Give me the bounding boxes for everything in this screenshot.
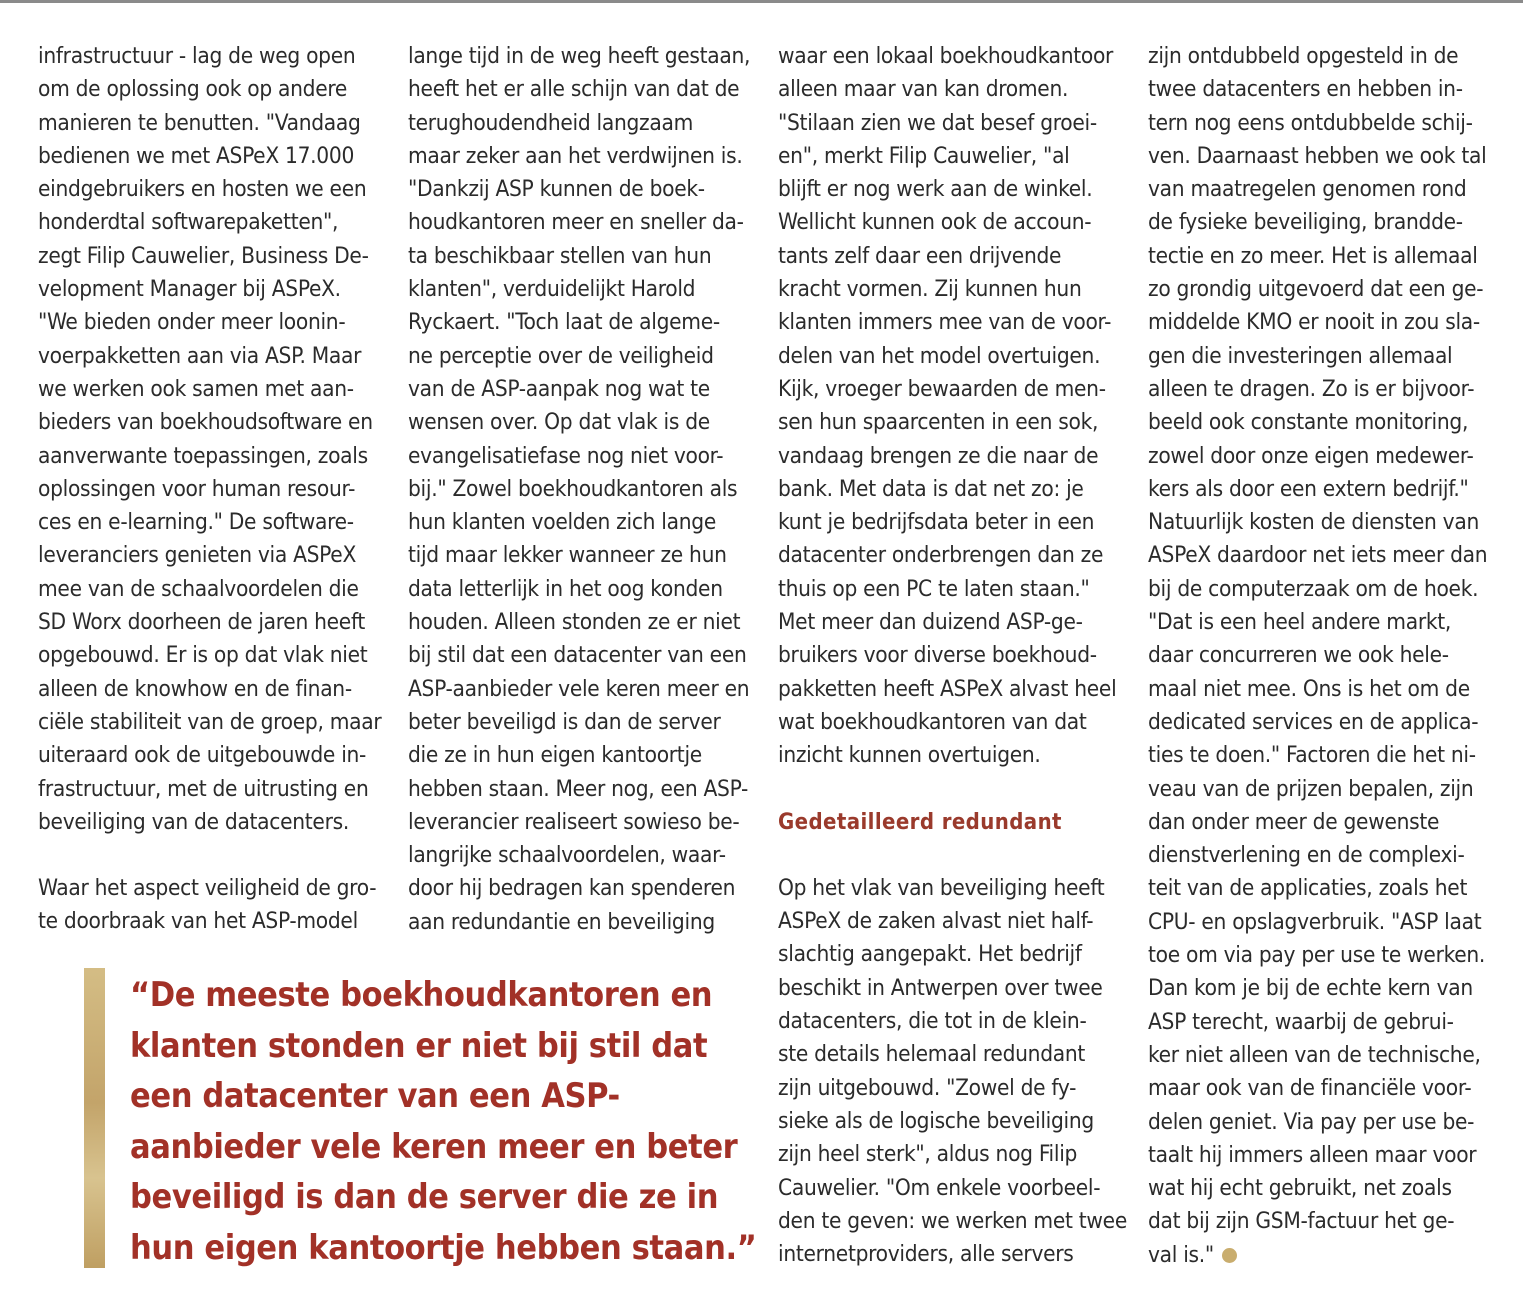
text-line: Wellicht kunnen ook de accoun- (778, 209, 1092, 236)
text-line: beeld ook constante monitoring, (1148, 409, 1469, 436)
text-line: delen van het model overtuigen. (778, 342, 1101, 369)
pullquote (130, 970, 757, 1273)
article-column-3 (778, 40, 1127, 1271)
text-line: ven. Daarnaast hebben we ook tal (1148, 142, 1487, 169)
text-line: beveiligd is dan de server die ze in (130, 1177, 719, 1217)
text-line: infrastructuur - lag de weg open (38, 43, 356, 69)
text-line: zijn heel sterk", aldus nog Filip (778, 1141, 1078, 1168)
text-line: zijn ontdubbeld opgesteld in de (1148, 43, 1459, 69)
text-line: Ryckaert. "Toch laat de algeme- (408, 309, 720, 336)
text-line: beter beveiligd is dan de server (408, 708, 721, 735)
text-line: honderdtal softwarepaketten", (38, 209, 339, 236)
text-line: sen hun spaarcenten in een sok, (778, 409, 1099, 436)
text-line: tijd maar lekker wanneer ze hun (408, 542, 727, 569)
text-line: klanten immers mee van de voor- (778, 309, 1112, 336)
text-line: Met meer dan duizend ASP-ge- (778, 609, 1083, 636)
text-line: aan redundantie en beveiliging (408, 908, 715, 935)
text-line: toe om via pay per use te werken. (1148, 942, 1486, 969)
text-line: leverancier realiseert sowieso be- (408, 808, 740, 835)
text-line: Cauwelier. "Om enkele voorbeel- (778, 1174, 1101, 1201)
text-line: SD Worx doorheen de jaren heeft (38, 609, 366, 636)
text-line: datacenters, die tot in de klein- (778, 1008, 1087, 1035)
text-line: data letterlijk in het oog konden (408, 575, 723, 602)
text-line: mee van de schaalvoordelen die (38, 575, 359, 602)
text-line: en", merkt Filip Cauwelier, "al (778, 142, 1070, 169)
text-line: Dan kom je bij de echte kern van (1148, 975, 1473, 1002)
text-line: beveiliging van de datacenters. (38, 808, 349, 835)
text-line: door hij bedragen kan spenderen (408, 875, 736, 902)
text-line: “De meeste boekhoudkantoren en (130, 975, 713, 1015)
text-line: bij de computerzaak om de hoek. (1148, 575, 1479, 602)
text-line: lange tijd in de weg heeft gestaan, (408, 43, 751, 69)
text-line: wat boekhoudkantoren van dat (778, 708, 1087, 735)
text-line: middelde KMO er nooit in zou sla- (1148, 309, 1480, 336)
text-line: klanten", verduidelijkt Harold (408, 276, 696, 303)
text-line: bij stil dat een datacenter van een (408, 642, 747, 669)
text-line: slachtig aangepakt. Het bedrijf (778, 941, 1082, 968)
text-line: veau van de prijzen bepalen, zijn (1148, 775, 1474, 802)
text-line: bieders van boekhoudsoftware en (38, 409, 373, 436)
text-line: ta beschikbaar stellen van hun (408, 242, 712, 269)
text-line: alleen te dragen. Zo is er bijvoor- (1148, 375, 1475, 402)
text-line: tectie en zo meer. Het is allemaal (1148, 242, 1478, 269)
text-line: ASPeX daardoor net iets meer dan (1148, 542, 1488, 569)
text-line: van maatregelen genomen rond (1148, 176, 1467, 203)
text-line: den te geven: we werken met twee (778, 1207, 1127, 1234)
text-line: waar een lokaal boekhoudkantoor (778, 43, 1114, 69)
article-column-2 (408, 40, 751, 939)
article-column-1 (38, 40, 382, 939)
text-line: tants zelf daar een drijvende (778, 242, 1062, 269)
text-line: twee datacenters en hebben in- (1148, 76, 1463, 103)
text-line: sieke als de logische beveiliging (778, 1107, 1094, 1134)
text-line: zijn uitgebouwd. "Zowel de fy- (778, 1074, 1077, 1101)
text-line: die ze in hun eigen kantoortje (408, 742, 702, 769)
article-column-4 (1148, 40, 1493, 1272)
text-line: hun eigen kantoortje hebben staan.” (130, 1227, 757, 1268)
text-line: vandaag brengen ze die naar de (778, 442, 1099, 469)
text-line: we werken ook samen met aan- (38, 375, 354, 402)
text-line: datacenter onderbrengen dan ze (778, 542, 1104, 569)
text-line: kracht vormen. Zij kunnen hun (778, 276, 1082, 303)
text-line: "Dat is een heel andere markt, (1148, 609, 1452, 636)
text-line: zegt Filip Cauwelier, Business De- (38, 242, 369, 269)
end-mark-icon (1222, 1248, 1237, 1263)
text-line: aanbieder vele keren meer en beter (130, 1126, 738, 1167)
text-line: opgebouwd. Er is op dat vlak niet (38, 642, 368, 669)
text-line: dedicated services en de applica- (1148, 708, 1479, 735)
text-line: pakketten heeft ASPeX alvast heel (778, 675, 1117, 702)
text-line: de fysieke beveiliging, brandde- (1148, 209, 1463, 236)
text-line: delen geniet. Via pay per use be- (1148, 1108, 1475, 1135)
text-line: voerpakketten aan via ASP. Maar (38, 342, 362, 369)
text-line: te doorbraak van het ASP-model (38, 908, 358, 935)
text-line: bij." Zowel boekhoudkantoren als (408, 475, 738, 502)
text-line: aanverwante toepassingen, zoals (38, 442, 368, 469)
text-line: dienstverlening en de complexi- (1148, 842, 1465, 869)
text-line: zowel door onze eigen medewer- (1148, 442, 1474, 469)
text-line: Natuurlijk kosten de diensten van (1148, 509, 1479, 536)
text-line: oplossingen voor human resour- (38, 475, 356, 502)
text-line: hun klanten voelden zich lange (408, 509, 716, 536)
text-line: ces en e-learning." De software- (38, 509, 354, 536)
text-line: beschikt in Antwerpen over twee (778, 974, 1103, 1001)
text-line: dat bij zijn GSM-factuur het ge- (1148, 1208, 1455, 1235)
text-line: taalt hij immers alleen maar voor (1148, 1141, 1477, 1168)
text-line: langrijke schaalvoordelen, waar- (408, 842, 726, 869)
text-line: daar concurreren we ook hele- (1148, 642, 1449, 669)
text-line: maal niet mee. Ons is het om de (1148, 675, 1470, 702)
text-line: Op het vlak van beveiliging heeft (778, 874, 1105, 901)
text-line: ciële stabiliteit van de groep, maar (38, 708, 382, 735)
text-line: frastructuur, met de uitrusting en (38, 775, 369, 802)
text-line: "Stilaan zien we dat besef groei- (778, 109, 1097, 136)
text-line: thuis op een PC te laten staan." (778, 575, 1090, 602)
text-line: velopment Manager bij ASPeX. (38, 276, 341, 303)
text-line: bruikers voor diverse boekhoud- (778, 642, 1097, 669)
text-line: klanten stonden er niet bij stil dat (130, 1025, 708, 1066)
text-line: van de ASP-aanpak nog wat te (408, 375, 710, 402)
text-line: teit van de applicaties, zoals het (1148, 875, 1468, 902)
text-line: uiteraard ook de uitgebouwde in- (38, 742, 367, 769)
text-line: kunt je bedrijfsdata beter in een (778, 509, 1095, 536)
top-rule (0, 0, 1523, 3)
text-line: heeft het er alle schijn van dat de (408, 76, 740, 103)
text-line: val is." (1148, 1239, 1493, 1272)
text-line: bank. Met data is dat net zo: je (778, 475, 1084, 502)
text-line: kers als door een extern bedrijf." (1148, 475, 1469, 502)
text-line: ties te doen." Factoren die het ni- (1148, 742, 1476, 769)
text-line: alleen de knowhow en de finan- (38, 675, 352, 702)
text-line: ne perceptie over de veiligheid (408, 342, 714, 369)
text-line: terughoudendheid langzaam (408, 109, 694, 136)
text-line: wensen over. Op dat vlak is de (408, 409, 710, 436)
text-line: ASP terecht, waarbij de gebrui- (1148, 1008, 1454, 1035)
text-line: evangelisatiefase nog niet voor- (408, 442, 724, 469)
pullquote-bar (84, 968, 105, 1268)
text-line: zo grondig uitgevoerd dat een ge- (1148, 276, 1484, 303)
text-line: ste details helemaal redundant (778, 1041, 1086, 1068)
text-line: maar zeker aan het verdwijnen is. (408, 142, 743, 169)
text-line: ASP-aanbieder vele keren meer en (408, 675, 750, 702)
text-line: eindgebruikers en hosten we een (38, 176, 367, 203)
text-line: tern nog eens ontdubbelde schij- (1148, 109, 1473, 136)
text-line: Kijk, vroeger bewaarden de men- (778, 375, 1106, 402)
section-subheading: Gedetailleerd redundant (778, 809, 1062, 835)
text-line: internetproviders, alle servers (778, 1241, 1074, 1268)
text-line: Waar het aspect veiligheid de gro- (38, 875, 377, 902)
text-line: dan onder meer de gewenste (1148, 808, 1440, 835)
text-line: houden. Alleen stonden ze er niet (408, 609, 741, 636)
text-line: om de oplossing ook op andere (38, 76, 348, 103)
text-line: leveranciers genieten via ASPeX (38, 542, 357, 569)
text-line: ASPeX de zaken alvast niet half- (778, 908, 1094, 935)
text-line: inzicht kunnen overtuigen. (778, 742, 1041, 769)
text-line: blijft er nog werk aan de winkel. (778, 176, 1093, 203)
text-line: een datacenter van een ASP- (130, 1076, 620, 1116)
text-line: houdkantoren meer en sneller da- (408, 209, 744, 236)
text-line: hebben staan. Meer nog, een ASP- (408, 775, 749, 802)
text-line: maar ook van de financiële voor- (1148, 1075, 1472, 1102)
text-line: wat hij echt gebruikt, net zoals (1148, 1175, 1452, 1202)
text-line: alleen maar van kan dromen. (778, 76, 1069, 103)
text-line: "Dankzij ASP kunnen de boek- (408, 176, 705, 203)
text-line: bedienen we met ASPeX 17.000 (38, 142, 355, 169)
text-line: CPU- en opslagverbruik. "ASP laat (1148, 908, 1482, 935)
text-line: manieren te benutten. "Vandaag (38, 109, 361, 136)
text-line: ker niet alleen van de technische, (1148, 1041, 1481, 1068)
text-line: gen die investeringen allemaal (1148, 342, 1453, 369)
text-line: "We bieden onder meer loonin- (38, 309, 346, 336)
